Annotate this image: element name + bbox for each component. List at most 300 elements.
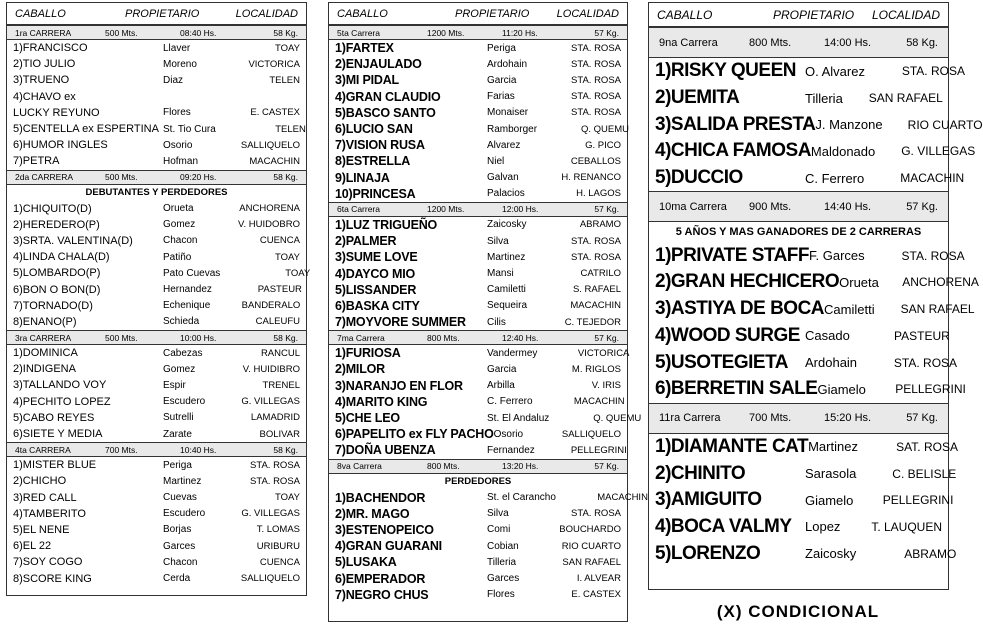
owner-name: O. Alvarez bbox=[805, 63, 865, 79]
locality: Q. QUEMU bbox=[593, 412, 642, 424]
owner-name: Ardohain bbox=[487, 58, 528, 70]
owner-name: Palacios bbox=[487, 188, 525, 200]
entry-row bbox=[7, 473, 306, 489]
entry-row bbox=[7, 137, 306, 153]
race-weight: 58 Kg. bbox=[906, 36, 938, 49]
owner-name: Comi bbox=[487, 524, 511, 536]
horse-name: 3)ASTIYA DE BOCA bbox=[655, 298, 825, 320]
race-info-bar bbox=[7, 442, 306, 457]
entry-row bbox=[329, 490, 648, 506]
race-name: 7ma Carrera bbox=[337, 332, 385, 343]
locality: STA. ROSA bbox=[893, 355, 958, 370]
locality: T. LOMAS bbox=[256, 524, 300, 536]
locality: S. RAFAEL bbox=[572, 284, 621, 296]
locality: STA. ROSA bbox=[571, 107, 621, 119]
race-name: 1ra CARRERA bbox=[15, 27, 72, 38]
race-time: 12:40 Hs. bbox=[502, 332, 539, 343]
race-weight: 58 Kg. bbox=[273, 172, 298, 182]
race-distance: 700 Mts. bbox=[105, 444, 138, 455]
horse-name: 4)WOOD SURGE bbox=[655, 324, 800, 346]
entry-row bbox=[7, 121, 306, 137]
owner-name: Echenique bbox=[163, 300, 211, 312]
horse-name: 4)LINDA CHALA(D) bbox=[13, 251, 110, 264]
horse-name: 4)GRAN CLAUDIO bbox=[335, 89, 441, 104]
owner-name: Diaz bbox=[163, 74, 184, 86]
entry-row bbox=[329, 217, 627, 233]
horse-name: 1)DOMINICA bbox=[13, 347, 78, 360]
owner-name: Martinez bbox=[163, 475, 202, 487]
race-9 bbox=[649, 27, 983, 191]
horse-name: 7)NEGRO CHUS bbox=[335, 587, 429, 602]
owner-name: Ardohain bbox=[805, 355, 858, 371]
owner-name: Tilleria bbox=[487, 556, 517, 568]
locality: STA. ROSA bbox=[901, 248, 965, 263]
race-name: 11ra Carrera bbox=[659, 412, 721, 425]
owner-name: Farias bbox=[487, 91, 515, 103]
race-distance: 1200 Mts. bbox=[427, 204, 465, 215]
entry-row bbox=[329, 314, 627, 330]
owner-name: Tilleria bbox=[805, 90, 843, 106]
horse-name: 1)CHIQUITO(D) bbox=[13, 202, 92, 215]
owner-name: Osorio bbox=[493, 428, 524, 440]
race-info-bar bbox=[7, 25, 306, 40]
entry-row bbox=[7, 538, 306, 554]
entry-row bbox=[329, 394, 627, 410]
entry-row bbox=[329, 426, 627, 442]
entry-row bbox=[7, 490, 306, 506]
locality: BOUCHARDO bbox=[559, 524, 621, 536]
horse-name: 4)CHAVO ex bbox=[13, 90, 76, 103]
locality: E. CASTEX bbox=[571, 589, 621, 601]
entry-row bbox=[329, 442, 627, 458]
horse-name: 5)LUSAKA bbox=[335, 555, 397, 570]
locality: BOLIVAR bbox=[259, 428, 300, 440]
owner-name: Hernandez bbox=[163, 284, 212, 296]
entry-row bbox=[7, 361, 306, 377]
race-weight: 57 Kg. bbox=[594, 204, 619, 215]
race-6 bbox=[329, 202, 627, 330]
horse-name: 4)MARITO KING bbox=[335, 394, 428, 409]
entry-row bbox=[329, 56, 627, 72]
owner-name: Cilis bbox=[487, 316, 506, 328]
entry-row bbox=[329, 233, 627, 249]
entry-row bbox=[7, 249, 306, 265]
horse-name: 6)LUCIO SAN bbox=[335, 122, 413, 137]
race-name: 4ta CARRERA bbox=[15, 444, 71, 455]
owner-name: Chacon bbox=[163, 235, 198, 247]
horse-name: 3)TRUENO bbox=[13, 74, 70, 87]
owner-name: Llaver bbox=[163, 42, 191, 54]
locality: STA. ROSA bbox=[571, 251, 621, 263]
owner-name: Sutrelli bbox=[163, 412, 194, 424]
locality: M. RIGLOS bbox=[571, 363, 621, 375]
locality: TOAY bbox=[275, 42, 300, 54]
entry-row bbox=[649, 242, 965, 269]
locality: G. PICO bbox=[585, 139, 621, 151]
entry-row bbox=[649, 323, 948, 350]
horse-name: 10)PRINCESA bbox=[335, 186, 416, 201]
locality: LAMADRID bbox=[250, 412, 300, 424]
owner-name: Patiño bbox=[163, 251, 192, 263]
locality: RIO CUARTO bbox=[561, 540, 621, 552]
locality: STA. ROSA bbox=[250, 459, 300, 471]
column-header bbox=[649, 3, 948, 27]
locality: BANDERALO bbox=[241, 300, 301, 312]
owner-name: Espir bbox=[163, 379, 186, 391]
locality: STA. ROSA bbox=[571, 74, 621, 86]
race-time: 10:00 Hs. bbox=[180, 332, 217, 343]
entry-row bbox=[7, 233, 306, 249]
entry-row bbox=[7, 426, 306, 442]
entry-row bbox=[329, 105, 627, 121]
race-weight: 58 Kg. bbox=[273, 444, 298, 455]
locality: SALLIQUELO bbox=[240, 573, 300, 585]
race-info-bar bbox=[649, 403, 948, 434]
entry-row bbox=[329, 410, 642, 426]
owner-name: Periga bbox=[163, 459, 192, 471]
entry-row bbox=[7, 40, 306, 56]
entry-row bbox=[7, 56, 306, 72]
race-distance: 500 Mts. bbox=[105, 27, 138, 38]
column-header bbox=[329, 3, 627, 25]
race-5 bbox=[329, 25, 630, 202]
race-name: 6ta Carrera bbox=[337, 204, 380, 215]
horse-name: LUCKY REYUNO bbox=[13, 106, 100, 119]
horse-name: 4)DAYCO MIO bbox=[335, 266, 415, 281]
locality: CATRILO bbox=[580, 268, 621, 280]
locality: T. LAUQUEN bbox=[871, 519, 942, 534]
owner-name: Hofman bbox=[163, 155, 199, 167]
owner-name: Camiletti bbox=[824, 301, 875, 317]
horse-name: 7)TORNADO(D) bbox=[13, 299, 93, 312]
locality: RIO CUARTO bbox=[907, 117, 983, 132]
entry-row bbox=[329, 249, 627, 265]
horse-name: 6)SIETE Y MEDIA bbox=[13, 428, 103, 441]
owner-name: Periga bbox=[487, 42, 516, 54]
owner-name: Niel bbox=[487, 155, 505, 167]
horse-name: 5)EL NENE bbox=[13, 523, 70, 536]
horse-name: 9)LINAJA bbox=[335, 170, 390, 185]
race-name: 5ta Carrera bbox=[337, 27, 380, 38]
owner-name: Silva bbox=[487, 235, 509, 247]
owner-name: Garces bbox=[487, 573, 520, 585]
race-name: 3ra CARRERA bbox=[15, 332, 72, 343]
locality: MACACHIN bbox=[900, 171, 965, 186]
race-time: 13:20 Hs. bbox=[502, 461, 539, 471]
owner-name: Orueta bbox=[163, 203, 194, 215]
entry-row bbox=[649, 138, 976, 165]
locality: ANCHORENA bbox=[239, 203, 300, 215]
horse-name: 3)MI PIDAL bbox=[335, 73, 399, 88]
race-time: 10:40 Hs. bbox=[180, 444, 217, 455]
owner-name: Martinez bbox=[808, 439, 858, 455]
locality: STA. ROSA bbox=[571, 42, 621, 54]
race-time: 15:20 Hs. bbox=[824, 412, 872, 425]
race-distance: 1200 Mts. bbox=[427, 27, 465, 38]
entry-row bbox=[649, 111, 983, 138]
race-name: 9na Carrera bbox=[659, 36, 718, 49]
entry-row bbox=[329, 40, 627, 56]
owner-name: C. Ferrero bbox=[487, 396, 533, 408]
header-caballo: CABALLO bbox=[337, 7, 388, 20]
header-propietario: PROPIETARIO bbox=[773, 7, 855, 22]
entry-row bbox=[7, 217, 306, 233]
owner-name: Chacon bbox=[163, 556, 198, 568]
race-4 bbox=[7, 442, 306, 587]
header-propietario: PROPIETARIO bbox=[125, 7, 200, 20]
entry-row bbox=[7, 265, 311, 281]
owner-name: Escudero bbox=[163, 396, 206, 408]
entry-row bbox=[649, 376, 966, 403]
race-distance: 700 Mts. bbox=[749, 412, 792, 425]
horse-name: 7)MOYVORE SUMMER bbox=[335, 315, 466, 330]
race-time: 12:00 Hs. bbox=[502, 204, 539, 215]
owner-name: Schieda bbox=[163, 316, 200, 328]
race-weight: 58 Kg. bbox=[273, 27, 298, 38]
entry-row bbox=[329, 587, 627, 603]
entry-row bbox=[329, 265, 627, 281]
entry-row bbox=[649, 165, 965, 192]
entry-row bbox=[329, 570, 627, 586]
horse-name: 4)TAMBERITO bbox=[13, 507, 86, 520]
entry-row bbox=[329, 72, 627, 88]
entry-row bbox=[7, 554, 306, 570]
horse-name: 7)DOÑA UBENZA bbox=[335, 443, 436, 458]
locality: CALEUFU bbox=[255, 316, 300, 328]
locality: TOAY bbox=[275, 492, 300, 504]
locality: VICTORICA bbox=[577, 347, 630, 359]
horse-name: 2)MR. MAGO bbox=[335, 506, 410, 521]
locality: STA. ROSA bbox=[571, 235, 621, 247]
owner-name: Giamelo bbox=[817, 381, 866, 397]
entry-row bbox=[7, 506, 306, 522]
owner-name: Maldonado bbox=[810, 143, 876, 159]
entry-row bbox=[649, 58, 965, 85]
race-name: 8va Carrera bbox=[337, 461, 382, 471]
horse-name: 7)SOY COGO bbox=[13, 556, 83, 569]
owner-name: Mansi bbox=[487, 268, 514, 280]
horse-name: 6)BERRETIN SALE bbox=[655, 378, 818, 400]
owner-name: Zarate bbox=[163, 428, 192, 440]
race-weight: 58 Kg. bbox=[273, 332, 298, 343]
race-11 bbox=[649, 403, 958, 567]
horse-name: 6)BON O BON(D) bbox=[13, 283, 101, 296]
race-1 bbox=[7, 25, 306, 170]
locality: ABRAMO bbox=[904, 546, 957, 561]
owner-name: Garces bbox=[163, 540, 196, 552]
race-weight: 57 Kg. bbox=[906, 412, 938, 425]
horse-name: 1)FURIOSA bbox=[335, 346, 401, 361]
entry-row bbox=[7, 345, 306, 361]
locality: G. VILLEGAS bbox=[241, 508, 300, 520]
entry-row bbox=[329, 89, 627, 105]
owner-name: Ramborger bbox=[487, 123, 538, 135]
locality: PELLEGRINI bbox=[882, 493, 954, 508]
locality: SAT. ROSA bbox=[896, 439, 958, 454]
race-7 bbox=[329, 330, 642, 458]
race-info-bar bbox=[329, 459, 627, 474]
locality: ANCHORENA bbox=[902, 275, 979, 290]
race-10 bbox=[649, 191, 979, 402]
locality: VICTORICA bbox=[248, 58, 300, 70]
locality: STA. ROSA bbox=[571, 58, 621, 70]
locality: G. VILLEGAS bbox=[901, 144, 976, 159]
race-info-bar bbox=[649, 191, 948, 222]
locality: TELEN bbox=[275, 123, 306, 135]
horse-name: 5)DUCCIO bbox=[655, 167, 743, 189]
locality: E. CASTEX bbox=[250, 107, 300, 119]
owner-name: J. Manzone bbox=[815, 117, 883, 133]
locality: PELLEGRINI bbox=[895, 382, 966, 397]
entry-row bbox=[329, 153, 627, 169]
locality: TRENEL bbox=[262, 379, 300, 391]
entry-row bbox=[329, 378, 627, 394]
owner-name: Gomez bbox=[163, 219, 196, 231]
race-name: 2da CARRERA bbox=[15, 172, 74, 182]
horse-name: 3)SUME LOVE bbox=[335, 250, 418, 265]
horse-name: 4)PECHITO LOPEZ bbox=[13, 395, 111, 408]
column-middle bbox=[328, 2, 648, 622]
entry-row bbox=[7, 89, 306, 105]
entry-row bbox=[7, 314, 306, 330]
entry-row bbox=[649, 85, 948, 112]
horse-name: 1)BACHENDOR bbox=[335, 490, 426, 505]
horse-name: 7)VISION RUSA bbox=[335, 138, 425, 153]
locality: PASTEUR bbox=[894, 328, 950, 343]
locality: SALLIQUELO bbox=[561, 428, 621, 440]
horse-name: 1)MISTER BLUE bbox=[13, 459, 97, 472]
race-info-bar bbox=[7, 330, 306, 345]
owner-name: C. Ferrero bbox=[805, 170, 865, 186]
owner-name: Giamelo bbox=[805, 492, 854, 508]
locality: CUENCA bbox=[259, 235, 300, 247]
locality: TELEN bbox=[269, 74, 300, 86]
owner-name: Borjas bbox=[163, 524, 192, 536]
locality: SAN RAFAEL bbox=[562, 556, 621, 568]
horse-name: 8)ENANO(P) bbox=[13, 315, 77, 328]
race-info-bar bbox=[329, 202, 627, 217]
entry-row bbox=[649, 296, 975, 323]
horse-name: 6)EL 22 bbox=[13, 540, 52, 553]
locality: H. RENANCO bbox=[561, 172, 621, 184]
condicional-footer: (X) CONDICIONAL bbox=[716, 602, 880, 621]
horse-name: 5)CENTELLA ex ESPERTINA bbox=[13, 123, 159, 136]
entry-row bbox=[329, 186, 627, 202]
owner-name: Camiletti bbox=[487, 284, 526, 296]
horse-name: 1)FRANCISCO bbox=[13, 42, 88, 55]
entry-row bbox=[649, 269, 979, 296]
entry-row bbox=[649, 487, 954, 514]
horse-name: 4)CHICA FAMOSA bbox=[655, 140, 811, 162]
owner-name: Zaicosky bbox=[487, 219, 527, 231]
locality: Q. QUEMU bbox=[581, 123, 630, 135]
entry-row bbox=[7, 570, 306, 586]
owner-name: Flores bbox=[163, 107, 191, 119]
entry-row bbox=[7, 201, 306, 217]
horse-name: 2)CHICHO bbox=[13, 475, 67, 488]
locality: PASTEUR bbox=[257, 284, 302, 296]
entry-row bbox=[649, 514, 948, 541]
horse-name: 2)CHINITO bbox=[655, 462, 746, 484]
entry-row bbox=[329, 170, 627, 186]
horse-name: 3)RED CALL bbox=[13, 491, 77, 504]
entry-row bbox=[329, 121, 630, 137]
locality: C. BELISLE bbox=[892, 466, 957, 481]
locality: H. LAGOS bbox=[576, 188, 621, 200]
race-name: 10ma Carrera bbox=[659, 200, 727, 213]
horse-name: 8)SCORE KING bbox=[13, 572, 92, 585]
horse-name: 5)USOTEGIETA bbox=[655, 351, 788, 373]
horse-name: 5)LOMBARDO(P) bbox=[13, 267, 101, 280]
horse-name: 3)SALIDA PRESTA bbox=[655, 113, 816, 135]
locality: URIBURU bbox=[256, 540, 300, 552]
entry-row bbox=[329, 506, 627, 522]
owner-name: Pato Cuevas bbox=[163, 267, 221, 279]
entry-row bbox=[7, 153, 306, 169]
entry-row bbox=[7, 105, 306, 121]
horse-name: 1)RISKY QUEEN bbox=[655, 60, 796, 82]
owner-name: Cobian bbox=[487, 540, 519, 552]
locality: I. ALVEAR bbox=[576, 573, 621, 585]
race-weight: 57 Kg. bbox=[594, 461, 619, 471]
column-right bbox=[648, 2, 983, 590]
locality: MACACHIN bbox=[570, 300, 621, 312]
entry-row bbox=[649, 349, 958, 376]
horse-name: 3)TALLANDO VOY bbox=[13, 379, 107, 392]
horse-name: 5)CHE LEO bbox=[335, 411, 400, 426]
horse-name: 2)GRAN HECHICERO bbox=[655, 271, 840, 293]
owner-name: Sequeira bbox=[487, 300, 528, 312]
race-condition-note: PERDEDORES bbox=[444, 475, 512, 487]
owner-name: Flores bbox=[487, 589, 515, 601]
horse-name: 2)HEREDERO(P) bbox=[13, 218, 100, 231]
locality: ABRAMO bbox=[579, 219, 621, 231]
header-localidad: LOCALIDAD bbox=[556, 7, 619, 20]
entry-row bbox=[7, 298, 306, 314]
horse-name: 6)BASKA CITY bbox=[335, 298, 420, 313]
owner-name: Orueta bbox=[839, 274, 879, 290]
race-info-bar bbox=[7, 170, 306, 185]
owner-name: F. Garces bbox=[809, 248, 865, 264]
locality: V. HUIDIBRO bbox=[242, 363, 300, 375]
locality: SALLIQUELO bbox=[240, 139, 300, 151]
owner-name: Silva bbox=[487, 508, 509, 520]
horse-name: 3)AMIGUITO bbox=[655, 489, 762, 511]
horse-name: 5)BASCO SANTO bbox=[335, 105, 436, 120]
locality: RANCUL bbox=[260, 347, 300, 359]
locality: MACACHIN bbox=[597, 492, 648, 504]
owner-name: Casado bbox=[805, 328, 850, 344]
horse-name: 6)PAPELITO ex FLY PACHO bbox=[335, 427, 494, 442]
horse-name: 4)BOCA VALMY bbox=[655, 515, 792, 537]
race-distance: 500 Mts. bbox=[105, 172, 138, 182]
entry-row bbox=[7, 410, 306, 426]
race-distance: 500 Mts. bbox=[105, 332, 138, 343]
race-2 bbox=[7, 170, 311, 331]
horse-name: 8)ESTRELLA bbox=[335, 154, 411, 169]
locality: PELLEGRINI bbox=[570, 444, 627, 456]
locality: G. VILLEGAS bbox=[241, 396, 300, 408]
locality: V. IRIS bbox=[591, 380, 621, 392]
locality: SAN RAFAEL bbox=[868, 91, 943, 106]
entry-row bbox=[329, 522, 627, 538]
owner-name: Cabezas bbox=[163, 347, 203, 359]
locality: TOAY bbox=[275, 251, 300, 263]
race-time: 08:40 Hs. bbox=[180, 27, 217, 38]
entry-row bbox=[7, 281, 306, 297]
race-weight: 57 Kg. bbox=[594, 332, 619, 343]
race-condition-note: 5 AÑOS Y MAS GANADORES DE 2 CARRERAS bbox=[675, 226, 922, 239]
